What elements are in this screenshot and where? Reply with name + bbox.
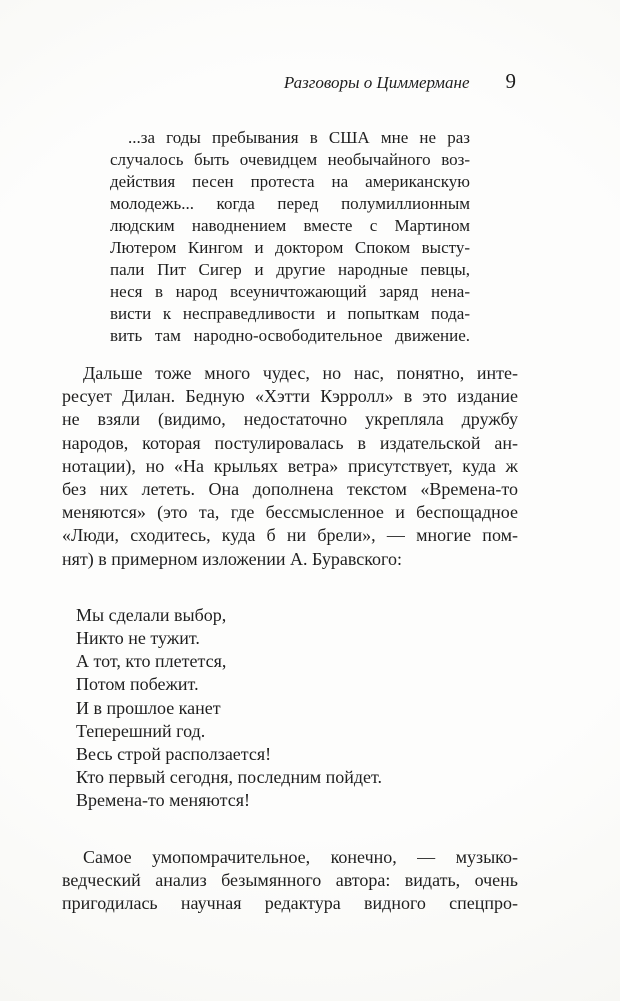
verse-line: Весь строй расползается! xyxy=(76,744,272,765)
body-paragraph-1 xyxy=(62,362,518,571)
quote-line: вить там народно-освободительное движение. xyxy=(110,326,470,345)
paragraph-line: нят) в примерном изложении А. Буравского: xyxy=(62,548,402,569)
verse-quote xyxy=(76,604,518,813)
paragraph-line: пригодилась научная редактура видного спецпро- xyxy=(62,893,518,914)
verse-line: Времена-то меняются! xyxy=(76,790,250,811)
paragraph-line: Самое умопомрачительное, конечно, — музыко- xyxy=(83,846,518,867)
verse-line: И в прошлое канет xyxy=(76,697,221,718)
quote-line: молодежь... когда перед полумиллионным xyxy=(110,194,470,213)
paragraph-line: ресует Дилан. Бедную «Хэтти Кэрролл» в это издание xyxy=(62,386,518,407)
verse-line: А тот, кто плетется, xyxy=(76,651,227,672)
paragraph-line: ведческий анализ безымянного автора: видать, очень xyxy=(62,869,518,890)
running-head xyxy=(62,70,518,94)
quote-line: неся в народ всеуничтожающий заряд нена- xyxy=(110,282,470,301)
quote-line: висти к несправедливости и попыткам пода- xyxy=(110,304,470,323)
verse-line: Потом побежит. xyxy=(76,674,199,695)
quote-line: действия песен протеста на американскую xyxy=(110,172,470,191)
running-head-title: Разговоры о Циммермане xyxy=(283,73,470,92)
quote-line: пали Пит Сигер и другие народные певцы, xyxy=(110,260,470,279)
paragraph-line: Дальше тоже много чудес, но нас, понятно, инте- xyxy=(83,363,518,383)
verse-line: Кто первый сегодня, последним пойдет. xyxy=(76,767,383,788)
epigraph-quote xyxy=(110,127,470,347)
page-number: 9 xyxy=(505,69,516,93)
paragraph-line: нотации), но «На крыльях ветра» присутствует, куда ж xyxy=(62,455,518,476)
quote-line: людским наводнением вместе с Мартином xyxy=(110,216,470,235)
paragraph-line: меняются» (это та, где бессмысленное и беспощадное xyxy=(62,502,518,523)
paragraph-line: не взяли (видимо, недостаточно укрепляла дружбу xyxy=(62,409,518,430)
verse-line: Теперешний год. xyxy=(76,720,206,741)
paragraph-line: народов, которая постулировалась в издательской ан- xyxy=(62,432,518,453)
verse-line: Никто не тужит. xyxy=(76,628,200,649)
paragraph-line: «Люди, сходитесь, куда б ни брели», — многие пом- xyxy=(62,525,518,546)
quote-line: случалось быть очевидцем необычайного воз- xyxy=(110,150,470,169)
body-paragraph-2 xyxy=(62,846,518,916)
quote-line: Лютером Кингом и доктором Споком высту- xyxy=(110,238,470,257)
verse-line: Мы сделали выбор, xyxy=(76,604,227,625)
quote-line: ...за годы пребывания в США мне не раз xyxy=(128,128,470,147)
paragraph-line: без них лететь. Она дополнена текстом «Времена-то xyxy=(62,479,518,500)
